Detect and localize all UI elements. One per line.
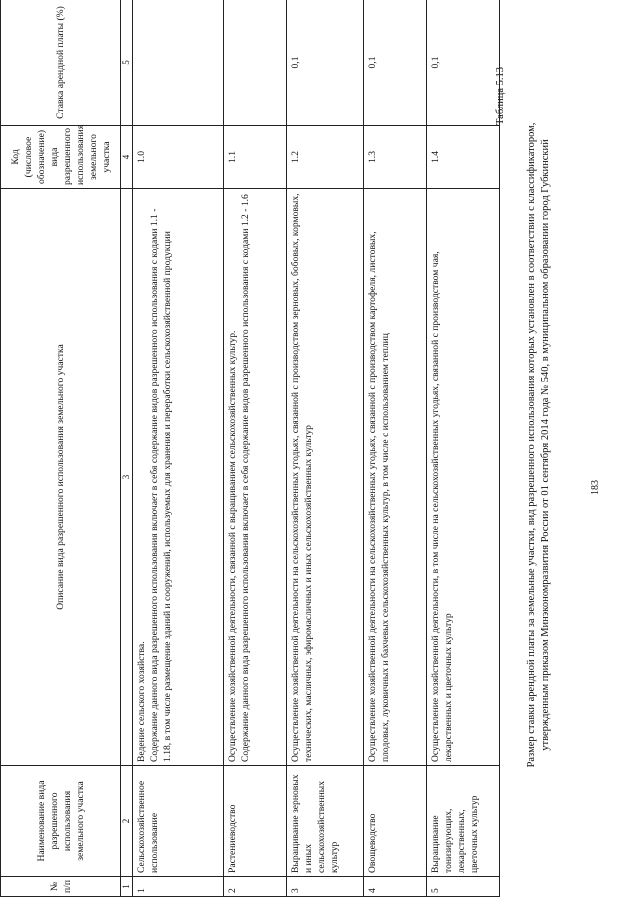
use-name: Выращивание тонизирующих, лекарственных, цветочных культур: [427, 766, 500, 877]
table-row: [133, 0, 224, 897]
table-row: [364, 0, 427, 897]
table-row: [287, 0, 364, 897]
use-description: [224, 189, 287, 766]
use-code: 1.4: [427, 126, 500, 189]
description-paragraph: Содержание данного вида разрешенного использования включает в себя содержание видов разрешенного использования с кодами 1.1 - 1.18, в том числе размещение зданий и сооружений, используемых для хранения и переработки сельскохозяйственной продукции: [149, 208, 173, 762]
rent-rate: 0,1: [427, 0, 500, 126]
use-description: [133, 189, 224, 766]
description-paragraph: Осуществление хозяйственной деятельности, в том числе на сельскохозяйственных угодьях, связанной с производством чая, лекарственных и цветочных культур: [430, 251, 454, 762]
use-description: [364, 189, 427, 766]
row-number: 2: [224, 877, 287, 897]
use-code: 1.0: [133, 126, 224, 189]
description-paragraph: Ведение сельского хозяйства.: [136, 641, 147, 762]
header-row: [1, 0, 121, 897]
description-paragraph: Осуществление хозяйственной деятельности на сельскохозяйственных угодьях, связанной с производством зерновых, бобовых, кормовых, технических, масличных, эфиромасличных и иных сельскохозяйственных культур: [290, 193, 314, 762]
use-code: 1.3: [364, 126, 427, 189]
use-description: [427, 189, 500, 766]
description-paragraph: Осуществление хозяйственной деятельности, связанной с выращиванием сельскохозяйственных культур.: [227, 330, 238, 762]
table-row: [427, 0, 500, 897]
rent-rate: 0,1: [364, 0, 427, 126]
row-number: 1: [133, 877, 224, 897]
use-name: Овощеводство: [364, 766, 427, 877]
use-code: 1.1: [224, 126, 287, 189]
use-name: Растениеводство: [224, 766, 287, 877]
column-number-1: 1: [121, 877, 133, 897]
header-rate: Ставка арендной платы (%): [1, 0, 121, 126]
row-number: 4: [364, 877, 427, 897]
rent-rate: 0,1: [287, 0, 364, 126]
document-heading: [525, 5, 553, 885]
description-paragraph: Содержание данного вида разрешенного использования включает в себя содержание видов разрешенного использования с кодами 1.2 - 1.6: [240, 194, 251, 762]
header-code: Код (числовое обозначение) вида разрешенного использования земельного участка: [1, 126, 121, 189]
heading-line-2: утвержденным приказом Минэкономразвития России от 01 сентября 2014 года № 540, в муниципальном образовании город Губкинский: [540, 139, 551, 751]
use-code: 1.2: [287, 126, 364, 189]
rent-rate: [224, 0, 287, 126]
column-number-3: 3: [121, 189, 133, 766]
use-name: Сельскохозяйственное использование: [133, 766, 224, 877]
use-name: Выращивание зерновых и иных сельскохозяйственных культур: [287, 766, 364, 877]
header-number: № п/п: [1, 877, 121, 897]
use-description: [287, 189, 364, 766]
heading-line-1: Размер ставки арендной платы за земельные участки, вид разрешенного использования которых установлен в соответствии с классификатором,: [526, 122, 537, 768]
row-number: 3: [287, 877, 364, 897]
column-number-2: 2: [121, 766, 133, 877]
table-number: Таблица 5.13: [495, 66, 506, 125]
column-number-row: [121, 0, 133, 897]
rent-rate: [133, 0, 224, 126]
header-use-name: Наименование вида разрешенного использования земельного участка: [1, 766, 121, 877]
column-number-4: 4: [121, 126, 133, 189]
table-row: [224, 0, 287, 897]
header-description: Описание вида разрешенного использования земельного участка: [1, 189, 121, 766]
description-paragraph: Осуществление хозяйственной деятельности на сельскохозяйственных угодьях, связанной с производством картофеля, листовых, плодовых, луковичных и бахчевых сельскохозяйственных культур, в том числе с использованием теплиц: [367, 231, 391, 762]
column-number-5: 5: [121, 0, 133, 126]
row-number: 5: [427, 877, 500, 897]
page-number: 183: [590, 480, 601, 495]
